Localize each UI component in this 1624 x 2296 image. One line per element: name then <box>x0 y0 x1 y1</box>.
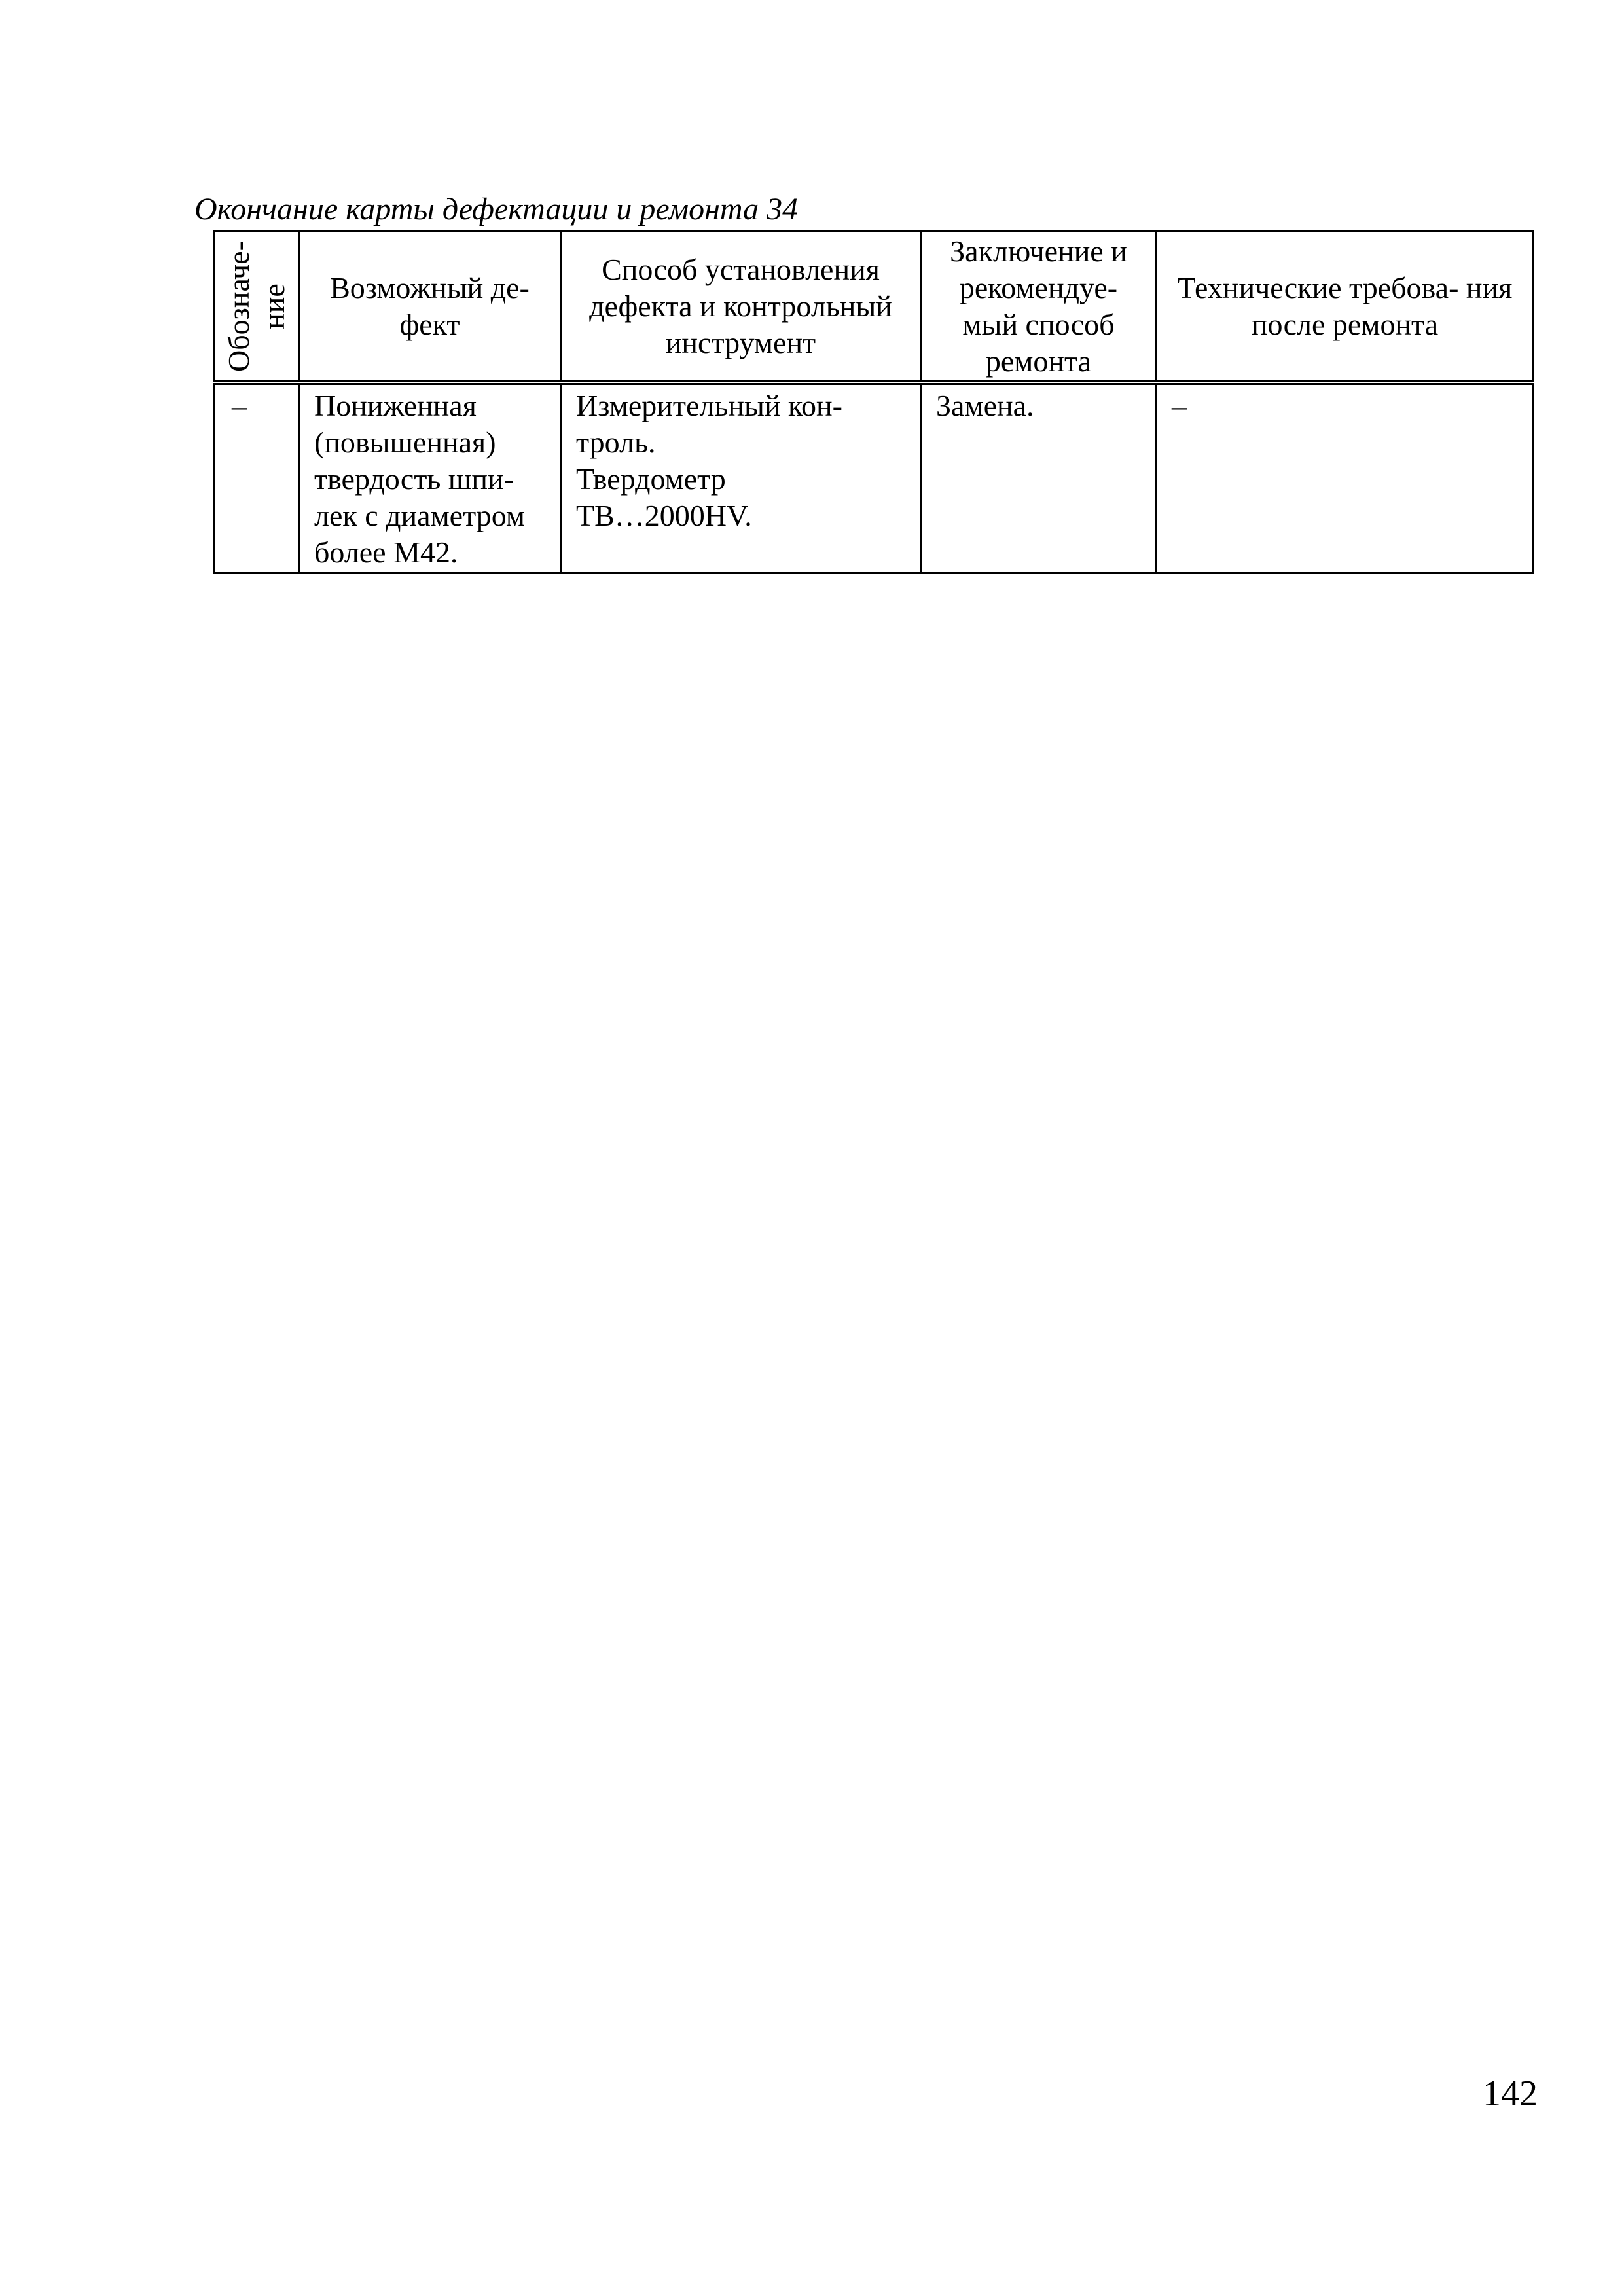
table-header-row <box>214 232 1534 383</box>
header-detection-method <box>561 232 921 383</box>
defect-line: лек с диаметром <box>314 499 525 532</box>
header-requirements-line: ния после ремонта <box>1251 270 1513 341</box>
header-designation-line: ние <box>257 283 291 329</box>
header-conclusion-line: мый способ <box>962 307 1115 341</box>
header-defect-line: Возможный де- <box>330 270 530 304</box>
defect-line: более М42. <box>314 536 458 569</box>
defect-line: твердость шпи- <box>314 462 514 496</box>
header-method-line: инструмент <box>665 325 816 359</box>
header-requirements-line: Технические требова- <box>1177 270 1459 304</box>
header-conclusion-line: рекомендуе- <box>959 270 1118 304</box>
header-conclusion-line: Заключение и <box>950 234 1127 268</box>
cell-conclusion: Замена. <box>921 382 1157 574</box>
header-possible-defect <box>299 232 561 383</box>
header-technical-requirements <box>1157 232 1534 383</box>
table-caption: Окончание карты дефектации и ремонта 34 <box>194 192 799 227</box>
header-method-line: дефекта и контрольный <box>589 289 892 323</box>
cell-technical-requirements: – <box>1157 382 1534 574</box>
method-line: Измерительный кон- <box>576 389 842 422</box>
cell-possible-defect <box>299 382 561 574</box>
header-conclusion-line: ремонта <box>985 344 1092 378</box>
method-line: ТВ…2000HV. <box>576 499 752 532</box>
cell-designation: – <box>214 382 299 574</box>
header-designation <box>214 232 299 383</box>
header-defect-line: фект <box>399 307 460 341</box>
defect-line: (повышенная) <box>314 426 496 459</box>
page-number: 142 <box>1483 2073 1538 2114</box>
table-row <box>214 382 1534 574</box>
cell-detection-method <box>561 382 921 574</box>
header-conclusion <box>921 232 1157 383</box>
defect-line: Пониженная <box>314 389 477 422</box>
header-method-line: Способ установления <box>602 252 880 286</box>
method-line: троль. <box>576 426 656 459</box>
method-line: Твердометр <box>576 462 726 496</box>
defect-repair-table <box>213 230 1534 574</box>
header-designation-line: Обозначе- <box>221 240 255 372</box>
